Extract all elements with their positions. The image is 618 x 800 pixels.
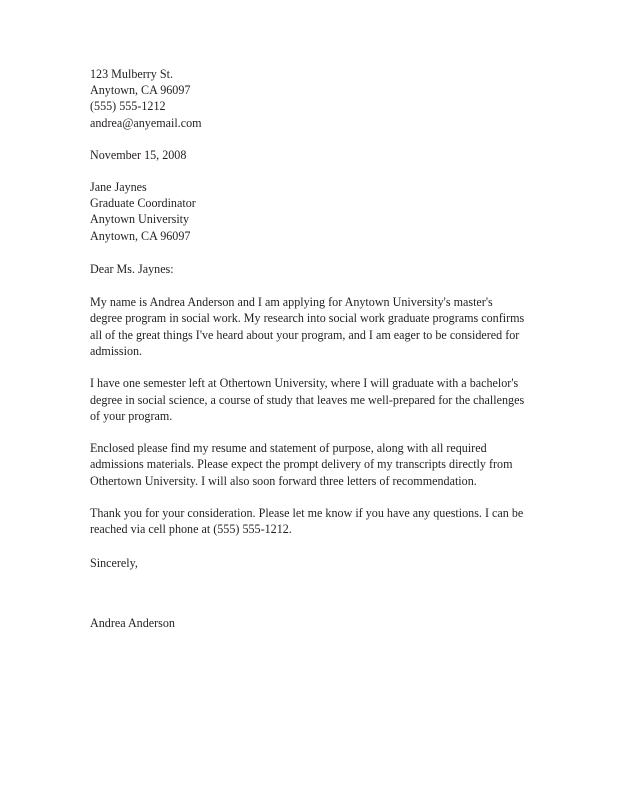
sender-address-block — [90, 66, 526, 131]
body-paragraph-3: Enclosed please find my resume and statement of purpose, along with all required admissions materials. Please expect the prompt delivery of my transcripts directly from Othertown University. I will also soon forward three letters of recommendation. — [90, 441, 513, 488]
sender-street: 123 Mulberry St. — [90, 67, 173, 81]
sender-city-state-zip: Anytown, CA 96097 — [90, 83, 191, 98]
spacer-recipient-salutation — [90, 244, 526, 261]
recipient-organization: Anytown University — [90, 212, 190, 227]
letter-date: November 15, 2008 — [90, 147, 187, 162]
spacer-date-recipient — [90, 163, 526, 179]
spacer-sender-date — [90, 131, 526, 147]
recipient-city-state-zip: Anytown, CA 96097 — [90, 228, 191, 243]
letter-body — [90, 66, 526, 631]
salutation-block — [90, 261, 526, 277]
spacer-salutation-body — [90, 277, 526, 294]
recipient-address-block — [90, 179, 526, 244]
signature-space — [90, 571, 526, 615]
signature-name: Andrea Anderson — [90, 615, 175, 630]
sender-phone: (555) 555-1212 — [90, 99, 166, 114]
body-paragraph-1: My name is Andrea Anderson and I am applying for Anytown University's master's degree program in social work. My research into social work graduate programs confirms all of the great things I've heard about your program, and I am eager to be considered for admission. — [90, 295, 525, 358]
salutation: Dear Ms. Jaynes: — [90, 261, 174, 276]
body-paragraph-4: Thank you for your consideration. Please let me know if you have any questions. I can be reached via cell phone at (555) 555-1212. — [90, 506, 524, 537]
body-paragraph-2: I have one semester left at Othertown University, where I will graduate with a bachelor's degree in social science, a course of study that leaves me well-prepared for the challenges of your program. — [90, 376, 525, 423]
valediction: Sincerely, — [90, 555, 138, 570]
recipient-title: Graduate Coordinator — [90, 196, 196, 211]
letter-date-block — [90, 147, 526, 163]
recipient-name: Jane Jaynes — [90, 180, 147, 195]
sender-email: andrea@anyemail.com — [90, 115, 202, 130]
